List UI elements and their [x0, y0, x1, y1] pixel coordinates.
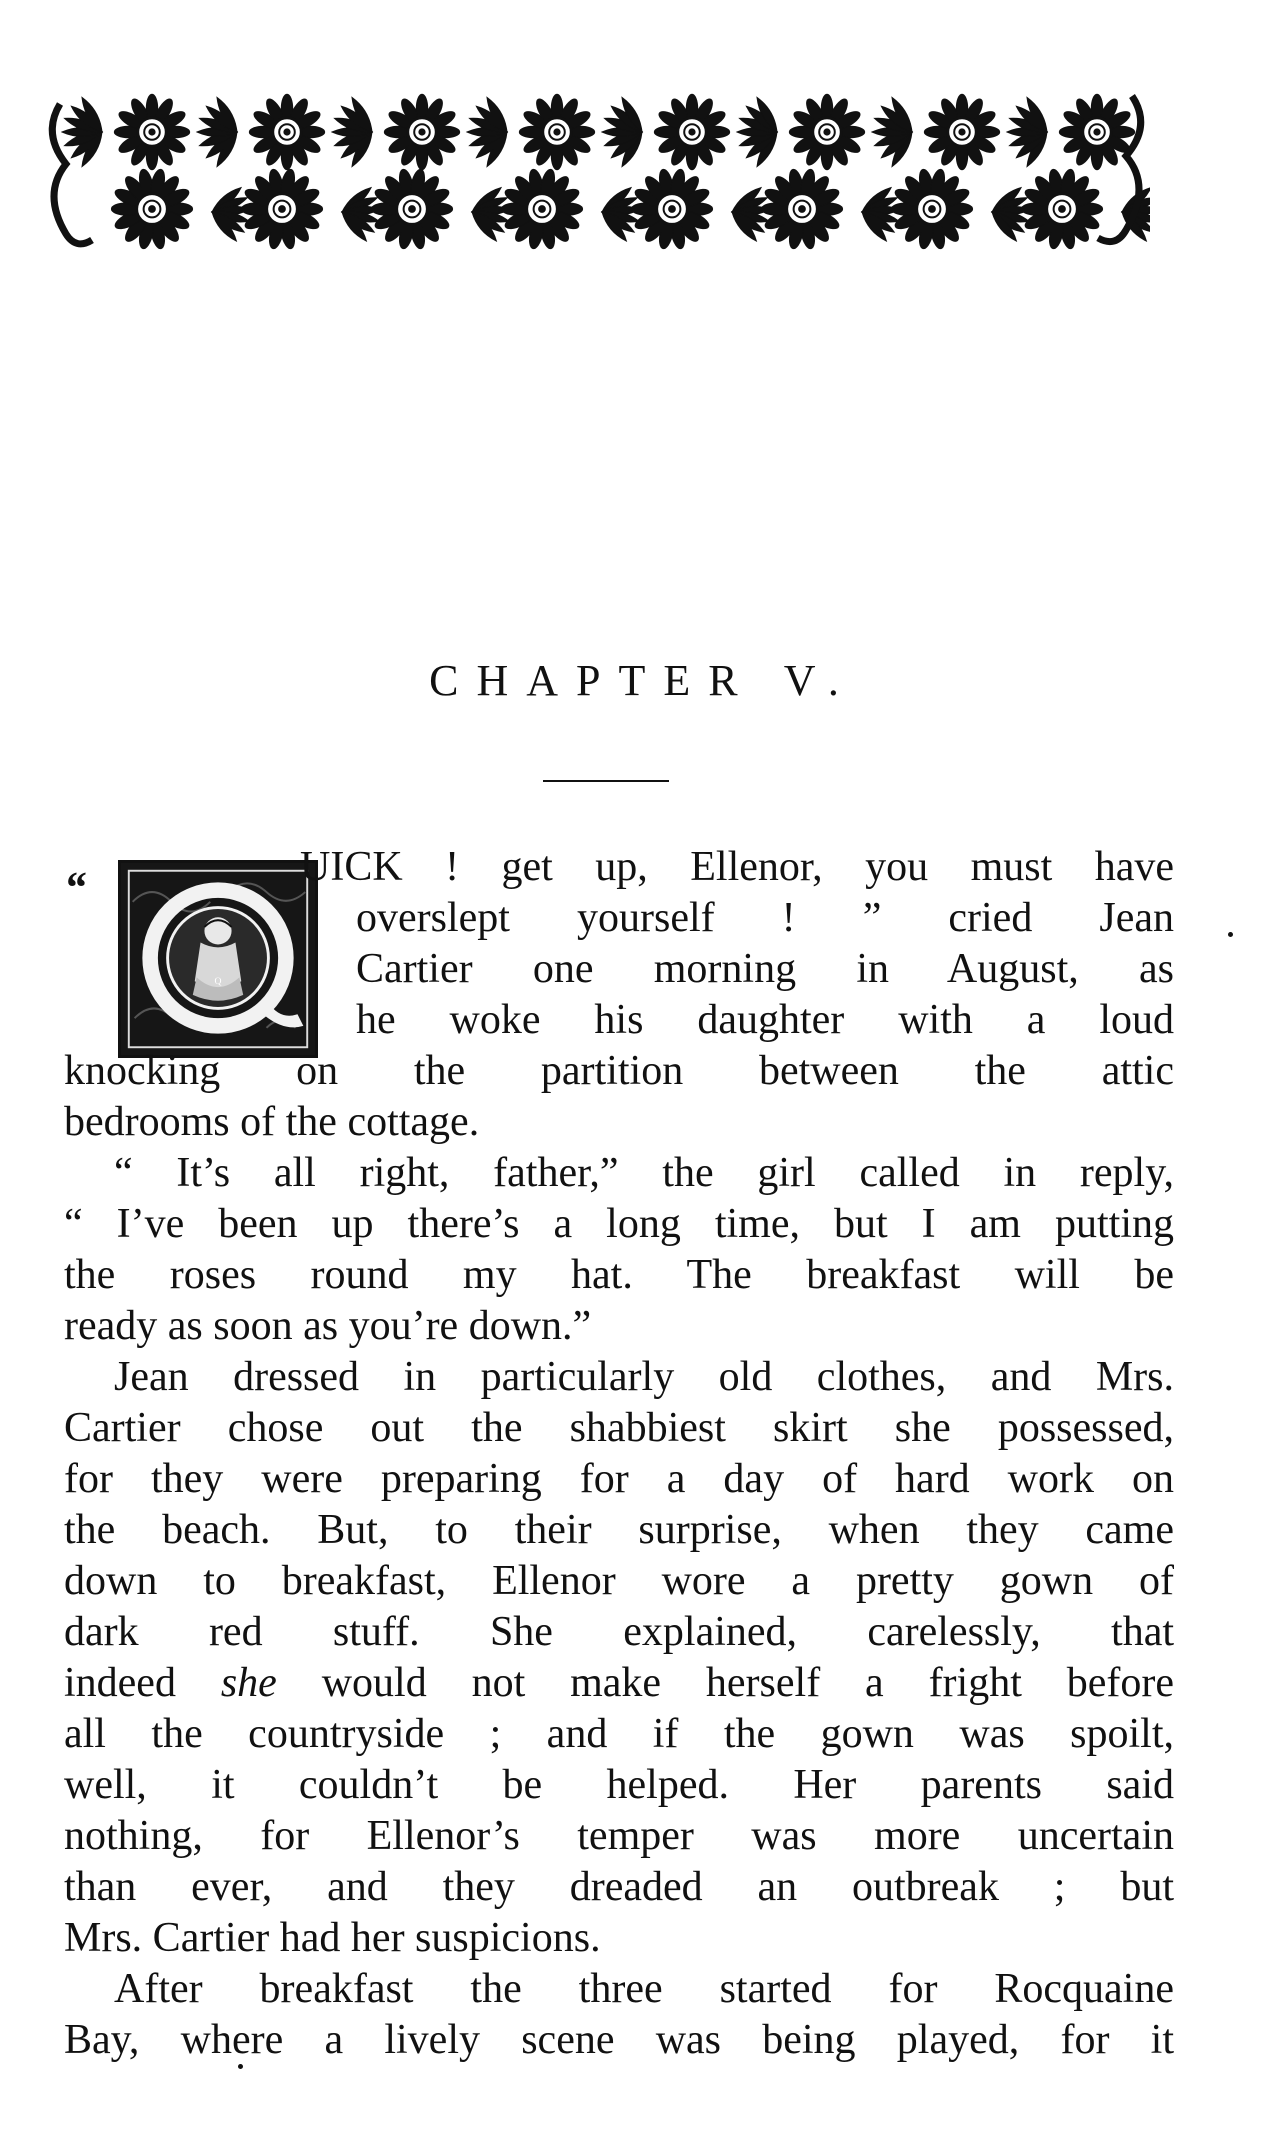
body-line: knocking on the partition between the attic: [64, 1048, 1174, 1094]
body-line: Bay, where a lively scene was being played, for it: [64, 2017, 1174, 2063]
body-text: [64, 1046, 1174, 2066]
opening-line: overslept yourself ! ” cried Jean: [356, 895, 1174, 941]
body-line: than ever, and they dreaded an outbreak ; but: [64, 1864, 1174, 1910]
body-line: the beach. But, to their surprise, when they came: [64, 1507, 1174, 1553]
body-line: the roses round my hat. The breakfast will be: [64, 1252, 1174, 1298]
body-line: dark red stuff. She explained, carelessly, that: [64, 1609, 1174, 1655]
body-line: ready as soon as you’re down.”: [64, 1303, 592, 1349]
dropcap-q-icon: [121, 863, 315, 1055]
body-line: for they were preparing for a day of hard work on: [64, 1456, 1174, 1502]
print-speck: [1228, 932, 1233, 937]
body-line: indeed she would not make herself a fright before: [64, 1660, 1174, 1706]
body-line: nothing, for Ellenor’s temper was more uncertain: [64, 1813, 1174, 1859]
body-line: Jean dressed in particularly old clothes, and Mrs.: [114, 1354, 1174, 1400]
body-line: “ I’ve been up there’s a long time, but I am putting: [64, 1201, 1174, 1247]
body-line: Mrs. Cartier had her suspicions.: [64, 1915, 601, 1961]
open-quote-mark: “: [64, 863, 86, 912]
opening-paragraph: [300, 842, 1174, 1046]
ornament-svg: [42, 84, 1150, 259]
body-line: Cartier chose out the shabbiest skirt she possessed,: [64, 1405, 1174, 1451]
body-line: all the countryside ; and if the gown was spoilt,: [64, 1711, 1174, 1757]
chapter-title: CHAPTER V.: [429, 656, 857, 705]
opening-line: Cartier one morning in August, as: [356, 946, 1174, 992]
opening-line: he woke his daughter with a loud: [356, 997, 1174, 1043]
print-speck: [238, 2064, 243, 2069]
body-line: bedrooms of the cottage.: [64, 1099, 480, 1145]
body-line: After breakfast the three started for Rocquaine: [114, 1966, 1174, 2012]
emphasis-word: she: [220, 1660, 277, 1706]
dropcap-illustration: [118, 860, 318, 1058]
title-divider: [543, 780, 669, 782]
dropcap-letter: Q: [214, 976, 222, 988]
body-line: well, it couldn’t be helped. Her parents said: [64, 1762, 1174, 1808]
body-line: down to breakfast, Ellenor wore a pretty gown of: [64, 1558, 1174, 1604]
body-line: “ It’s all right, father,” the girl called in reply,: [114, 1150, 1174, 1196]
opening-line: UICK ! get up, Ellenor, you must have: [300, 844, 1174, 890]
floral-border-icon: [42, 84, 1150, 259]
